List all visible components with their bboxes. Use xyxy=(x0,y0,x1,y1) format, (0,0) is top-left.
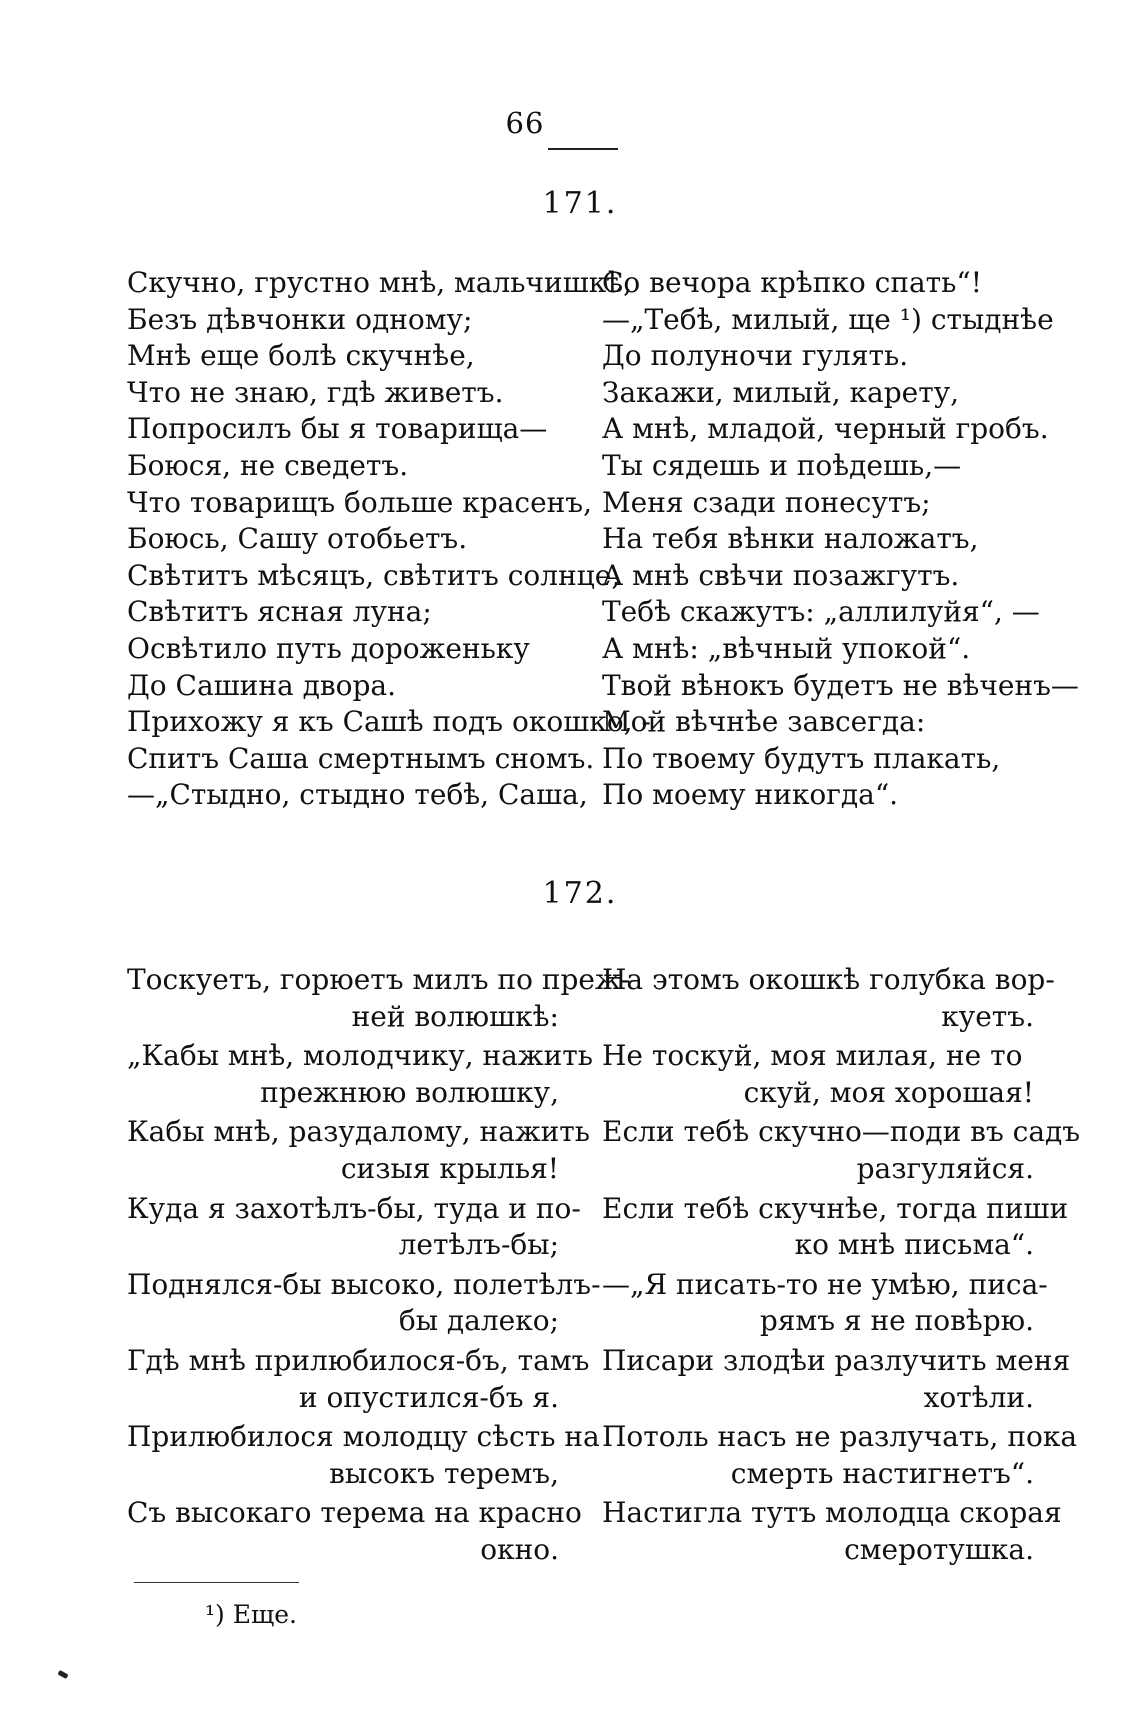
poem-172-right-verse-first-line: Писари злодѣи разлучить меня xyxy=(602,1343,1071,1377)
poem-171-left-line: Мнѣ еще болѣ скучнѣе, xyxy=(127,339,475,373)
poem-172-left-verse-first-line: „Кабы мнѣ, молодчику, нажить xyxy=(127,1039,594,1073)
poem-171-right-column xyxy=(602,265,1079,814)
poem-172-right-verse-first-line: —„Я писать-то не умѣю, писа- xyxy=(602,1267,1048,1301)
poem-171-right-line: —„Тебѣ, милый, ще ¹) стыднѣе xyxy=(602,302,1054,336)
poem-171-right-line: А мнѣ свѣчи позажгутъ. xyxy=(602,558,960,592)
poem-number-171: 171. xyxy=(542,186,618,221)
poem-171-left-line: Свѣтитъ ясная луна; xyxy=(127,595,432,629)
poem-172-left-verse-continuation: окно. xyxy=(480,1532,559,1566)
poem-172-left-verse xyxy=(127,1114,591,1187)
poem-172-right-verse-first-line: Если тебѣ скучнѣе, тогда пиши xyxy=(602,1191,1069,1225)
poem-172-left-column xyxy=(127,962,631,1572)
poem-172-right-verse xyxy=(602,962,1055,1035)
poem-172-right-verse-first-line: На этомъ окошкѣ голубка вор- xyxy=(602,963,1055,996)
poem-172-right-verse-first-line: Настигла тутъ молодца скорая xyxy=(602,1496,1062,1530)
poem-172-left-verse xyxy=(127,1191,581,1264)
poem-171-left-line: —„Стыдно, стыдно тебѣ, Саша, xyxy=(127,778,588,812)
poem-172-left-verse xyxy=(127,1343,590,1416)
poem-171-left-line: Свѣтитъ мѣсяцъ, свѣтитъ солнце, xyxy=(127,558,621,592)
poem-172-right-verse xyxy=(602,1267,1052,1340)
poem-172-right-verse xyxy=(602,1038,1052,1111)
poem-172-right-verse-continuation: хотѣли. xyxy=(923,1380,1034,1414)
poem-171-right-line: По твоему будутъ плакать, xyxy=(602,741,1001,775)
ink-speck xyxy=(57,1670,68,1679)
poem-171-left-line: Попросилъ бы я товарища— xyxy=(127,412,548,446)
poem-172-left-verse xyxy=(127,1038,594,1111)
poem-172-left-verse-continuation: летѣлъ-бы; xyxy=(398,1228,559,1262)
poem-172-left-verse-continuation: высокъ теремъ, xyxy=(329,1456,559,1490)
poem-171-right-line: Закажи, милый, карету, xyxy=(602,375,960,409)
poem-172-right-verse xyxy=(602,1343,1071,1416)
poem-172-right-verse-continuation: смерть настигнетъ“. xyxy=(730,1456,1034,1490)
poem-171-right-line: Со вечора крѣпко спать“! xyxy=(602,266,982,299)
poem-172-left-verse-continuation: ней волюшкѣ: xyxy=(351,999,559,1033)
poem-172-right-verse-continuation: куетъ. xyxy=(941,999,1034,1033)
poem-171-left-line: Освѣтило путь дороженьку xyxy=(127,631,530,665)
poem-171-right-line: На тебя вѣнки наложатъ, xyxy=(602,522,979,556)
poem-172-left-verse xyxy=(127,962,631,1035)
poem-172-right-column xyxy=(602,962,1081,1572)
poem-172-left-verse-first-line: Гдѣ мнѣ прилюбилося-бъ, тамъ xyxy=(127,1343,590,1377)
poem-171-left-line: Боюся, не сведетъ. xyxy=(127,448,409,482)
poem-172-right-verse xyxy=(602,1114,1081,1187)
poem-172-left-verse-first-line: Съ высокаго терема на красно xyxy=(127,1496,582,1530)
poem-171-right-line: Меня сзади понесутъ; xyxy=(602,485,931,519)
poem-172-left-verse-continuation: прежнюю волюшку, xyxy=(260,1075,559,1109)
poem-171-right-line: Мой вѣчнѣе завсегда: xyxy=(602,705,926,739)
poem-172-right-verse xyxy=(602,1191,1069,1264)
footnote-rule xyxy=(134,1582,299,1583)
poem-172-right-verse-first-line: Не тоскуй, моя милая, не то xyxy=(602,1039,1023,1073)
poem-172-right-verse-continuation: смеротушка. xyxy=(844,1532,1034,1566)
poem-172-left-verse-first-line: Тоскуетъ, горюетъ милъ по преж- xyxy=(127,963,631,996)
poem-171-right-line: Твой вѣнокъ будетъ не вѣченъ— xyxy=(602,668,1079,702)
poem-171-right-line: Ты сядешь и поѣдешь,— xyxy=(602,448,962,482)
poem-172-right-verse xyxy=(602,1495,1062,1568)
poem-172-left-verse-continuation: бы далеко; xyxy=(398,1304,559,1338)
poem-171-left-line: До Сашина двора. xyxy=(127,668,396,702)
poem-171-left-line: Безъ дѣвчонки одному; xyxy=(127,302,473,336)
poem-171-right-line: А мнѣ: „вѣчный упокой“. xyxy=(602,631,971,665)
poem-171-right-line: Тебѣ скажутъ: „аллилуйя“, — xyxy=(602,595,1040,629)
poem-172-left-verse xyxy=(127,1495,582,1568)
poem-172-right-verse-continuation: рямъ я не повѣрю. xyxy=(759,1304,1034,1338)
poem-172-right-verse-first-line: Потоль насъ не разлучать, пока xyxy=(602,1420,1078,1454)
poem-172-right-verse-continuation: скуй, моя хорошая! xyxy=(743,1075,1034,1109)
poem-172-right-verse-first-line: Если тебѣ скучно—поди въ садъ xyxy=(602,1115,1081,1149)
poem-171-left-line: Спитъ Саша смертнымъ сномъ. xyxy=(127,741,595,775)
poem-171-left-line: Боюсь, Сашу отобьетъ. xyxy=(127,522,468,556)
page-number-rule xyxy=(548,148,618,150)
poem-172-right-verse-continuation: разгуляйся. xyxy=(856,1151,1034,1185)
poem-171-right-line: По моему никогда“. xyxy=(602,778,899,812)
poem-172-left-verse-first-line: Прилюбилося молодцу сѣсть на xyxy=(127,1420,600,1454)
footnote: ¹) Еще. xyxy=(205,1600,297,1629)
poem-172-left-verse xyxy=(127,1267,601,1340)
poem-172-left-verse-continuation: и опустился-бъ я. xyxy=(298,1380,559,1414)
poem-171-right-line: До полуночи гулять. xyxy=(602,339,909,373)
poem-number-172: 172. xyxy=(542,876,618,911)
poem-171-left-line: Скучно, грустно мнѣ, мальчишкѣ, xyxy=(127,266,633,299)
page-number: 66 xyxy=(505,106,545,140)
poem-171-right-line: А мнѣ, младой, черный гробъ. xyxy=(602,412,1049,446)
poem-171-left-line: Что не знаю, гдѣ живетъ. xyxy=(127,375,504,409)
poem-172-right-verse xyxy=(602,1419,1078,1492)
poem-171-left-line: Что товарищъ больше красенъ, xyxy=(127,485,593,519)
poem-172-left-verse-first-line: Поднялся-бы высоко, полетѣлъ- xyxy=(127,1267,601,1301)
poem-172-left-verse xyxy=(127,1419,600,1492)
poem-172-left-verse-first-line: Куда я захотѣлъ-бы, туда и по- xyxy=(127,1191,581,1225)
poem-171-left-column xyxy=(127,265,651,814)
poem-172-left-verse-continuation: сизыя крылья! xyxy=(340,1151,559,1185)
poem-172-left-verse-first-line: Кабы мнѣ, разудалому, нажить xyxy=(127,1115,591,1149)
poem-171-left-line: Прихожу я къ Сашѣ подъ окошко, - xyxy=(127,705,651,739)
poem-172-right-verse-continuation: ко мнѣ письма“. xyxy=(794,1228,1034,1262)
